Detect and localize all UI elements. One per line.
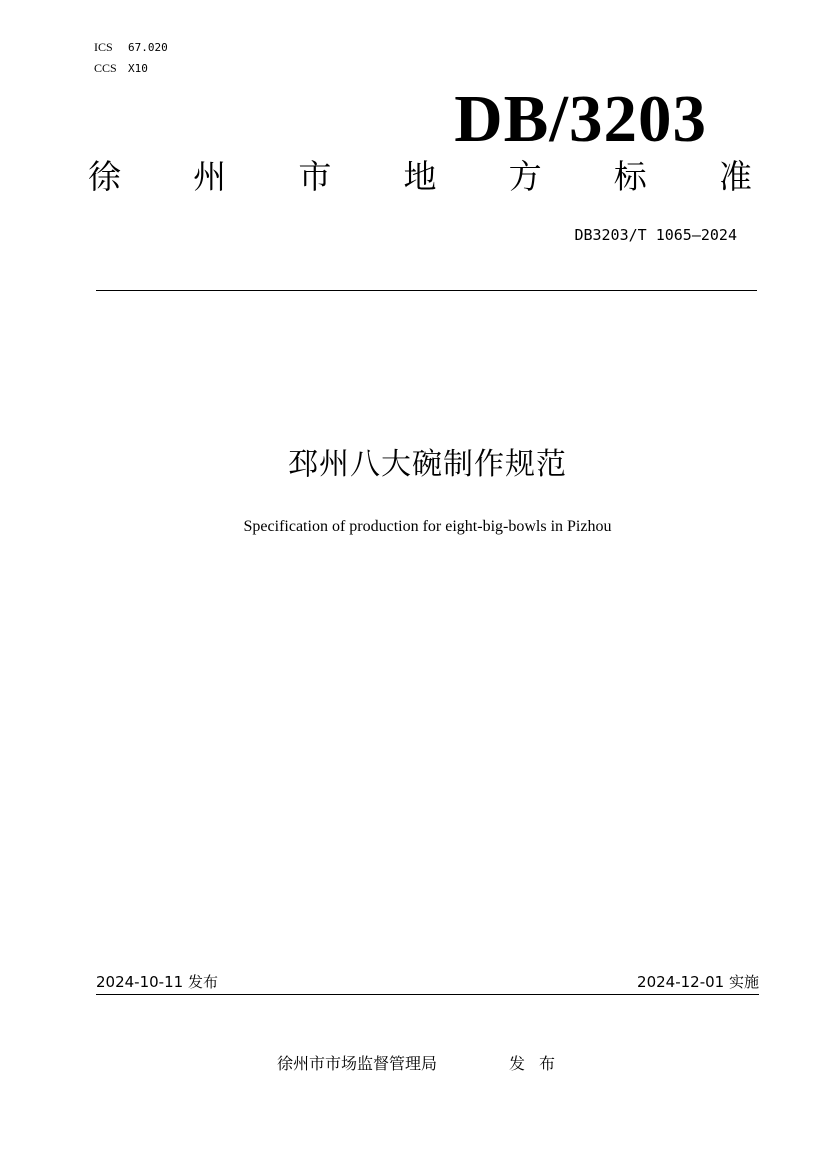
standard-number: DB3203/T 1065—2024 <box>574 226 737 244</box>
bottom-divider <box>96 994 759 995</box>
ccs-value: X10 <box>128 62 148 75</box>
standard-type-char: 州 <box>193 157 227 196</box>
ccs-row <box>94 61 148 76</box>
standard-type-char: 地 <box>403 157 437 196</box>
ics-value: 67.020 <box>128 41 168 54</box>
ics-label: ICS <box>94 40 113 54</box>
standard-type <box>88 155 752 199</box>
standard-type-char: 标 <box>613 157 647 196</box>
issuer: 徐州市市场监督管理局 <box>277 1054 438 1073</box>
ccs-label: CCS <box>94 61 117 75</box>
publish-date: 2024-10-11 发布 <box>96 973 218 991</box>
top-divider <box>96 290 757 291</box>
title-english: Specification of production for eight-big-bowls in Pizhou <box>243 518 612 535</box>
issue-label: 发布 <box>509 1054 570 1073</box>
db-code: DB/3203 <box>454 82 707 156</box>
standard-type-char: 方 <box>508 157 542 196</box>
standard-type-char: 市 <box>298 157 332 196</box>
implement-date: 2024-12-01 实施 <box>637 973 759 991</box>
title-chinese: 邳州八大碗制作规范 <box>288 447 567 482</box>
standard-type-char: 准 <box>718 157 752 196</box>
standard-type-char: 徐 <box>88 157 121 196</box>
ics-row <box>94 40 168 55</box>
